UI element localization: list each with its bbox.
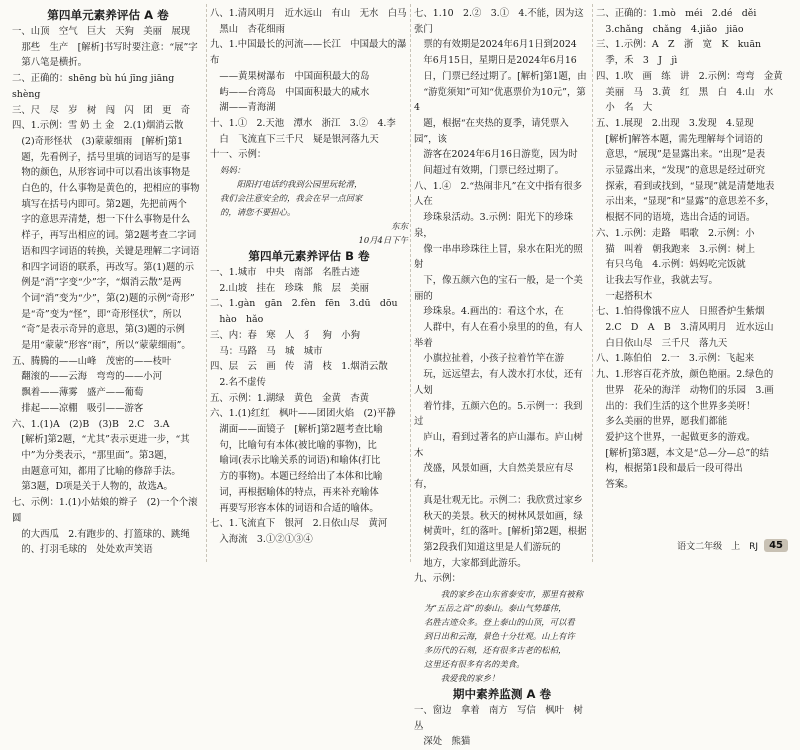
answer-line: 黑山 杏花细雨 <box>210 23 286 35</box>
answer-line: 字的意思弄清楚，想一下什么事物是什么 <box>12 214 191 226</box>
answer-line: 七、1.飞流直下 银河 2.日依山尽 黄河 <box>210 518 388 530</box>
answer-line: 十、1.① 2.天池 潭水 浙江 3.② 4.李 <box>210 117 396 129</box>
answer-line: 湖——青海湖 <box>210 102 276 114</box>
answer-line: 间超过有效期，门票已经过期了。 <box>414 165 565 177</box>
answer-line: 是用“蒙蒙”形容“雨”，所以“蒙蒙细雨”。 <box>12 340 191 352</box>
answer-line: 湖面——面镜子 [解析]第2题考查比喻 <box>210 424 383 436</box>
answer-line: 多么美丽的世界，愿我们都能 <box>596 416 728 428</box>
answer-line: 白色的，什么事物是黄色的，把相应的事物 <box>12 183 200 195</box>
answer-line: 构，根据第1段和最后一段可得出 <box>596 463 743 475</box>
answer-line: 九、1.中国最长的河流——长江 中国最大的瀑布 <box>210 39 407 67</box>
answer-line: 题，先看例子，括号里填的词语写的是事 <box>12 151 191 163</box>
answer-line: 四、1.吹 画 练 讲 2.示例：弯弯 金黄 <box>596 70 783 82</box>
answer-line: 是“奇”变为“怪”，即“奇形怪状”，所以 <box>12 308 182 320</box>
answer-line: 妈妈： <box>220 165 246 176</box>
answer-line: 白日依山尽 三千尺 落九天 <box>596 337 728 349</box>
answer-line: 入海流 3.①②①③④ <box>210 533 313 545</box>
answer-lines <box>210 6 408 163</box>
answer-line: 珍珠泉活动。3.示例：阳光下的珍珠泉， <box>414 212 573 239</box>
column-divider <box>592 4 593 562</box>
answer-line: 多历代的石刻，还有很多古老的松柏， <box>424 645 567 656</box>
answer-line: 和四字词语的联系，再改写。第(1)题的示 <box>12 261 195 273</box>
column-4 <box>596 6 792 493</box>
answer-line: 小旗拉扯着，小孩子拉着竹竿在游 <box>414 353 565 365</box>
answer-line: 九、示例： <box>414 573 461 585</box>
answer-line: 10月4日下午 <box>358 235 408 246</box>
column-1 <box>12 6 204 558</box>
answer-line: 一、窗边 拿着 南方 写信 枫叶 树丛 <box>414 705 583 732</box>
answer-line: 有只乌龟 4.示例：妈妈吃完饭就 <box>596 259 746 271</box>
answer-line: 方的事物)。本题已经给出了本体和比喻 <box>210 471 383 483</box>
answer-line: 根据不同的语境，选出合适的词语。 <box>596 212 756 224</box>
section-title: 第四单元素养评估 A 卷 <box>47 8 169 22</box>
answer-line: 排起——凉棚 吸引——游客 <box>12 402 144 414</box>
answer-line: 珍珠泉。4.画出的：看这个水，在 <box>414 306 564 318</box>
answer-line: 像一串串珍珠往上冒，泉水在阳光的照射 <box>414 243 583 271</box>
answer-line: 屿——台湾岛 中国面积最大的咸水 <box>210 86 370 98</box>
answer-line: 九、1.形容百花齐放，颜色艳丽。2.绿色的 <box>596 369 774 381</box>
answer-line: 六、1.示例：走路 唱歌 2.示例：小 <box>596 227 755 239</box>
answer-line: 中”为分类表示，“那里面”。第3题， <box>12 449 173 461</box>
answer-line: [解析]第2题，“尤其”表示更进一步，“其 <box>12 434 190 446</box>
sample-note <box>210 163 408 247</box>
answer-line: 我的家乡在山东省泰安市，那里有被称 <box>424 589 584 600</box>
answer-line: hào hǎo <box>210 314 264 326</box>
answer-line: 2.C D A B 3.清风明月 近水远山 <box>596 322 774 334</box>
answer-line: 第2段我们知道这里是人们游玩的 <box>414 541 561 553</box>
page-footer <box>677 539 788 552</box>
answer-line: 这里还有很多有名的美食。 <box>424 659 525 670</box>
answer-line: 翻滚的——云海 弯弯的——小河 <box>12 371 163 383</box>
answer-line: 名胜古迹众多。登上泰山的山顶，可以看 <box>424 617 575 628</box>
answer-line: 示显露出来，“发现”的意思是经过研究 <box>596 165 765 177</box>
answer-line: 秋天的美景。秋天的树林风景如画，绿 <box>414 510 583 522</box>
answer-line: 着竹排，五颜六色的。5.示例一：我到过 <box>414 400 583 428</box>
answer-line: 2.山坡 挂在 珍珠 熊 层 美丽 <box>210 282 369 294</box>
page-number: 45 <box>764 539 788 552</box>
answer-line: 票的有效期是2024年6月1日到2024 <box>414 39 577 51</box>
answer-line: 十一、示例： <box>210 149 267 161</box>
answer-line: 到日出和云海，景色十分壮观。山上有许 <box>424 631 575 642</box>
answer-line: 为“五岳之首”的泰山。泰山气势雄伟， <box>424 603 567 614</box>
answer-line: 题，根据“在夹热的夏季，请凭票入园”，该 <box>414 117 569 145</box>
answer-lines <box>210 265 408 548</box>
answer-line: 一、山顶 空气 巨大 天狗 美丽 展现 <box>12 26 191 37</box>
answer-line: 三、尺 尽 岁 树 闯 闪 团 更 奇 <box>12 104 191 116</box>
answer-line: 猫 叫着 朝我跑来 3.示例：树上 <box>596 243 755 255</box>
answer-line: 二、正确的：shēng bù hú jīng jiāng shèng <box>12 73 175 100</box>
column-divider <box>206 4 207 562</box>
answer-line: 那些 生产 [解析]书写时要注意：“展”字 <box>12 41 198 53</box>
sample-essay <box>414 587 590 685</box>
answer-line: “游览须知”可知“优惠票价为10元”，第4 <box>414 86 586 114</box>
answer-lines <box>12 24 204 558</box>
answer-line: 填写在括号内即可。第2题，先把前两个 <box>12 198 187 210</box>
answer-line: 东东 <box>391 221 408 232</box>
answer-line: 3.chǎng chǎng 4.jiǎo jiāo <box>596 23 744 35</box>
answer-line: 语和四字词语的转换，关键是理解二字词语 <box>12 245 200 257</box>
answer-lines <box>414 6 590 587</box>
answer-line: 我爱我的家乡！ <box>424 673 500 684</box>
answer-line: 一、1.城市 中央 南部 名胜古迹 <box>210 267 360 279</box>
answer-line: 爱护这个世界，一起做更多的游戏。 <box>596 431 756 443</box>
answer-line: 我们会注意安全的，我会在早一点回家 <box>220 193 363 204</box>
answer-line: (2)奇形怪状 (3)蒙蒙细雨 [解析]第1 <box>12 135 184 147</box>
answer-line: 二、1.gàn gān 2.fèn fēn 3.dū dōu <box>210 298 398 310</box>
answer-line: 飘着——薄雾 盛产——葡萄 <box>12 387 144 399</box>
answer-line: 探索，看到或找到，“显现”就是清楚地表 <box>596 180 775 192</box>
answer-line: 世界 花朵的海洋 动物们的乐园 3.画 <box>596 384 774 396</box>
section-title: 第四单元素养评估 B 卷 <box>248 249 370 264</box>
answer-line: 的大西瓜 2.有跑步的、打篮球的、跳绳 <box>12 528 190 540</box>
answer-line: 个词“消”变为“少”，第(2)题的示例“奇形” <box>12 292 195 304</box>
answer-line: 人群中，有人在看小泉里的的鱼，有人举着 <box>414 322 583 349</box>
answer-line: 由题意可知，都用了比喻的修辞手法。 <box>12 465 181 477</box>
column-2 <box>210 6 408 548</box>
answer-line: 季，禾 3 J jì <box>596 55 678 67</box>
answer-line: 七、示例：1.(1)小姑娘的辫子 (2)一个个滚圆 <box>12 497 198 524</box>
answer-line: 示出来，“显现”和“显露”的意思差不多， <box>596 196 775 208</box>
answer-line: 第八笔是横折。 <box>12 57 88 69</box>
answer-line: 庐山，看到过著名的庐山瀑布。庐山树木 <box>414 431 583 459</box>
section-title: 期中素养监测 A 卷 <box>452 687 552 702</box>
answer-line: 三、内：春 寒 人 犭 狗 小狗 <box>210 329 370 341</box>
answer-lines <box>414 703 590 750</box>
answer-line: 让我去写作业，我就去写。 <box>596 274 718 286</box>
column-3 <box>414 6 590 750</box>
answer-line: 七、1.怕得像饿不应人 日照香炉生紫烟 <box>596 306 765 318</box>
answer-line: 2.名不虚传 <box>210 376 266 388</box>
column-divider <box>410 4 411 562</box>
answer-line: 美丽 马 3.黄 红 黑 白 4.山 水 <box>596 86 774 98</box>
answer-line: 小 名 大 <box>596 102 653 114</box>
answer-line: 出的：我们生活的这个世界多美呀！ <box>596 400 756 412</box>
answer-line: 马：马路 马 城 城市 <box>210 345 323 357</box>
answer-line: 下，像五颜六色的宝石一般，是一个美丽的 <box>414 274 583 302</box>
answer-line: 物的颜色，从形容词中可以看出该事物是 <box>12 167 191 179</box>
answer-line: 四、层 云 画 传 清 枝 1.烟消云散 <box>210 361 388 373</box>
answer-line: 树黄叶，红的落叶。[解析]第2题，根据 <box>414 526 587 538</box>
answer-line: 的、打羽毛球的 处处欢声笑语 <box>12 544 153 556</box>
answer-line: 句，比喻句有本体(被比喻的事物)，比 <box>210 439 377 451</box>
answer-line: 玩，远远望去，有人泼水打水仗，还有人划 <box>414 369 583 396</box>
answer-line: 答案。 <box>596 479 634 491</box>
answer-line: ——黄果树瀑布 中国面积最大的岛 <box>210 70 370 82</box>
answer-line: 六、1.(1)A (2)B (3)B 2.C 3.A <box>12 418 170 430</box>
answer-line: 五、1.展现 2.出现 3.发现 4.显现 <box>596 117 754 129</box>
answer-line: 七、1.10 2.② 3.① 4.不能，因为这张门 <box>414 8 584 35</box>
book-label: 语文二年级 上 RJ <box>677 542 759 552</box>
answer-line: 白 飞流直下三千尺 疑是银河落九天 <box>210 133 379 145</box>
answer-line: 二、正确的：1.mò méi 2.dé děi <box>596 8 757 19</box>
answer-line: 地方，大家都到此游乐。 <box>414 557 527 569</box>
answer-lines <box>596 6 792 493</box>
answer-line: 喻词(表示比喻关系的词语)和喻体(打比 <box>210 455 381 467</box>
answer-line: 第3题，D项是关于人物的，故选A。 <box>12 481 173 493</box>
answer-line: 六、1.(1)红红 枫叶——团团火焰 (2)平静 <box>210 408 396 420</box>
answer-line: 游客在2024年6月16日游览，因为时 <box>414 149 578 161</box>
answer-line: 八、1.④ 2.“热闹非凡”在文中指有很多人在 <box>414 180 583 208</box>
answer-line: 样子，再写出相应的词。第2题考查二字词 <box>12 230 197 242</box>
answer-line: 茂盛，风景如画，大自然美景应有尽有， <box>414 463 574 491</box>
answer-line: 例是“消”字变“少”字，“烟消云散”是两 <box>12 277 182 289</box>
answer-line: 真是壮观无比。示例二：我欣赏过家乡 <box>414 494 583 506</box>
answer-line: 再要写形容本体的词语和合适的喻体。 <box>210 502 379 514</box>
answer-line: 三、1.示例：A Z 浙 宽 K kuān <box>596 39 762 51</box>
answer-line: 五、腾腾的——山峰 茂密的——枝叶 <box>12 355 172 367</box>
answer-line: 意思，“展现”是显露出来。“出现”是表 <box>596 149 766 161</box>
answer-line: 词，再根据喻体的特点，再来补充喻体 <box>210 486 379 498</box>
answer-line: 深处 熊猫 <box>414 736 471 748</box>
answer-line: 八、1.陈伯伯 2.一 3.示例：飞起来 <box>596 353 755 365</box>
answer-line: 日，门票已经过期了。[解析]第1题，由 <box>414 70 587 82</box>
answer-line: 五、示例：1.湖绿 黄色 金黄 杏黄 <box>210 392 369 404</box>
answer-line: [解析]第3题，本文是“总—分—总”的结 <box>596 447 769 459</box>
answer-line: 一起搭积木 <box>596 290 653 302</box>
answer-line: “奇”是表示奇异的意思，第(3)题的示例 <box>12 324 185 336</box>
answer-line: 八、1.清风明月 近水远山 有山 无水 白马 <box>210 8 407 19</box>
answer-line: 四、1.示例：雪 奶 土 金 2.(1)烟消云散 <box>12 120 184 132</box>
answer-line: 年6月15日，星期日是2024年6月16 <box>414 55 577 67</box>
answer-line: 的，请您不要担心。 <box>220 207 296 218</box>
answer-line: [解析]解答本题，需先理解每个词语的 <box>596 133 763 145</box>
answer-line: 阳阳打电话约我到公园里玩轮滑， <box>220 179 363 190</box>
